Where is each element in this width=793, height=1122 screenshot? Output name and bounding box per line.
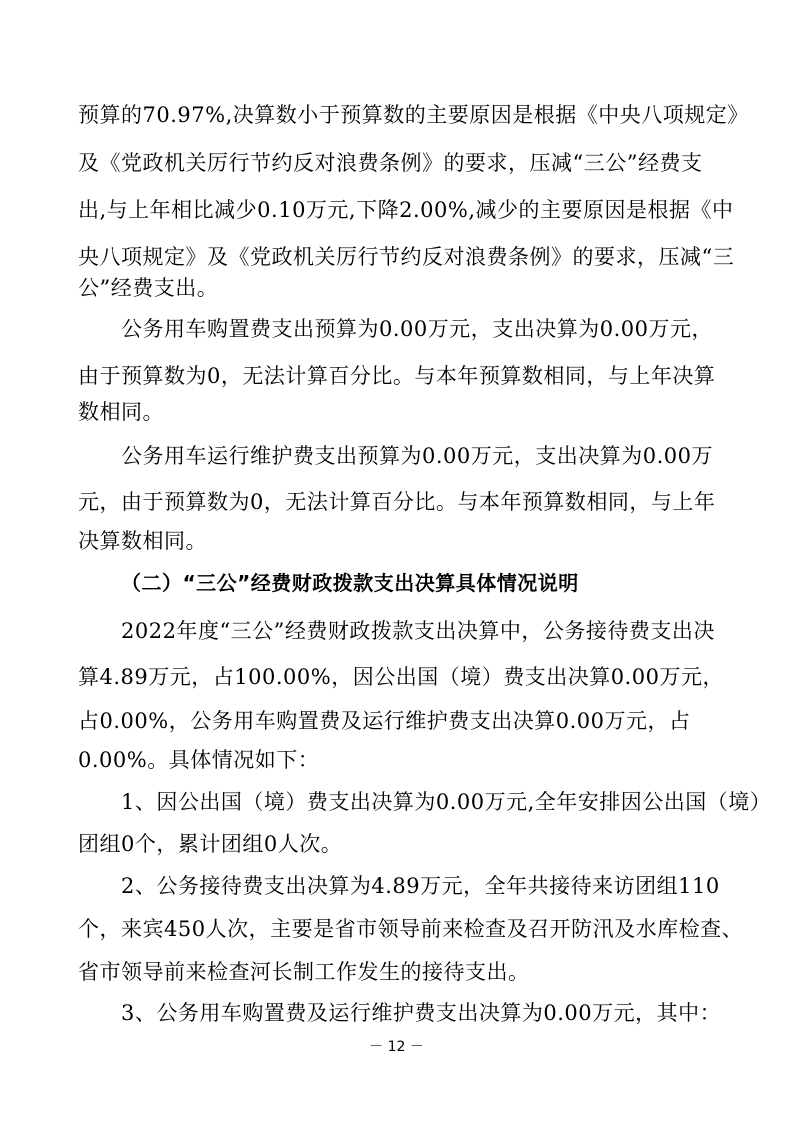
text-line: 数相同。 (78, 400, 164, 424)
section-heading: （二）“三公”经费财政拨款支出决算具体情况说明 (121, 571, 579, 595)
text-line: 及《党政机关厉行节约反对浪费条例》的要求，压减“三公”经费支 (78, 151, 703, 175)
text-line: 公”经费支出。 (78, 276, 219, 300)
text-line: 占0.00%，公务用车购置费及运行维护费支出决算0.00万元，占 (78, 709, 691, 733)
text-line: 决算数相同。 (78, 529, 207, 553)
text-line: 央八项规定》及《党政机关厉行节约反对浪费条例》的要求，压减“三 (78, 245, 735, 269)
text-line: 个，来宾450人次，主要是省市领导前来检查及召开防汛及水库检查、 (78, 917, 744, 941)
text-line: 团组0个，累计团组0人次。 (78, 832, 343, 856)
text-line: 3、公务用车购置费及运行维护费支出决算为0.00万元，其中： (121, 1001, 722, 1025)
text-line: 公务用车运行维护费支出预算为0.00万元，支出决算为0.00万 (121, 444, 714, 468)
text-line: 1、因公出国（境）费支出决算为0.00万元,全年安排因公出国（境） (121, 790, 772, 814)
text-line: 由于预算数为0，无法计算百分比。与本年预算数相同，与上年决算 (78, 364, 716, 388)
text-line: 出,与上年相比减少0.10万元,下降2.00%,减少的主要原因是根据《中 (78, 198, 734, 222)
page-number: － 12 － (369, 1039, 424, 1055)
text-line: 0.00%。具体情况如下： (78, 748, 320, 772)
text-line: 预算的70.97%,决算数小于预算数的主要原因是根据《中央八项规定》 (78, 103, 749, 127)
text-line: 省市领导前来检查河长制工作发生的接待支出。 (78, 960, 530, 984)
text-line: 2022年度“三公”经费财政拨款支出决算中，公务接待费支出决 (121, 619, 715, 643)
text-line: 元，由于预算数为0，无法计算百分比。与本年预算数相同，与上年 (78, 490, 716, 514)
text-line: 算4.89万元，占100.00%，因公出国（境）费支出决算0.00万元， (78, 665, 724, 689)
text-line: 公务用车购置费支出预算为0.00万元，支出决算为0.00万元， (121, 317, 714, 341)
text-line: 2、公务接待费支出决算为4.89万元，全年共接待来访团组110 (121, 874, 720, 898)
